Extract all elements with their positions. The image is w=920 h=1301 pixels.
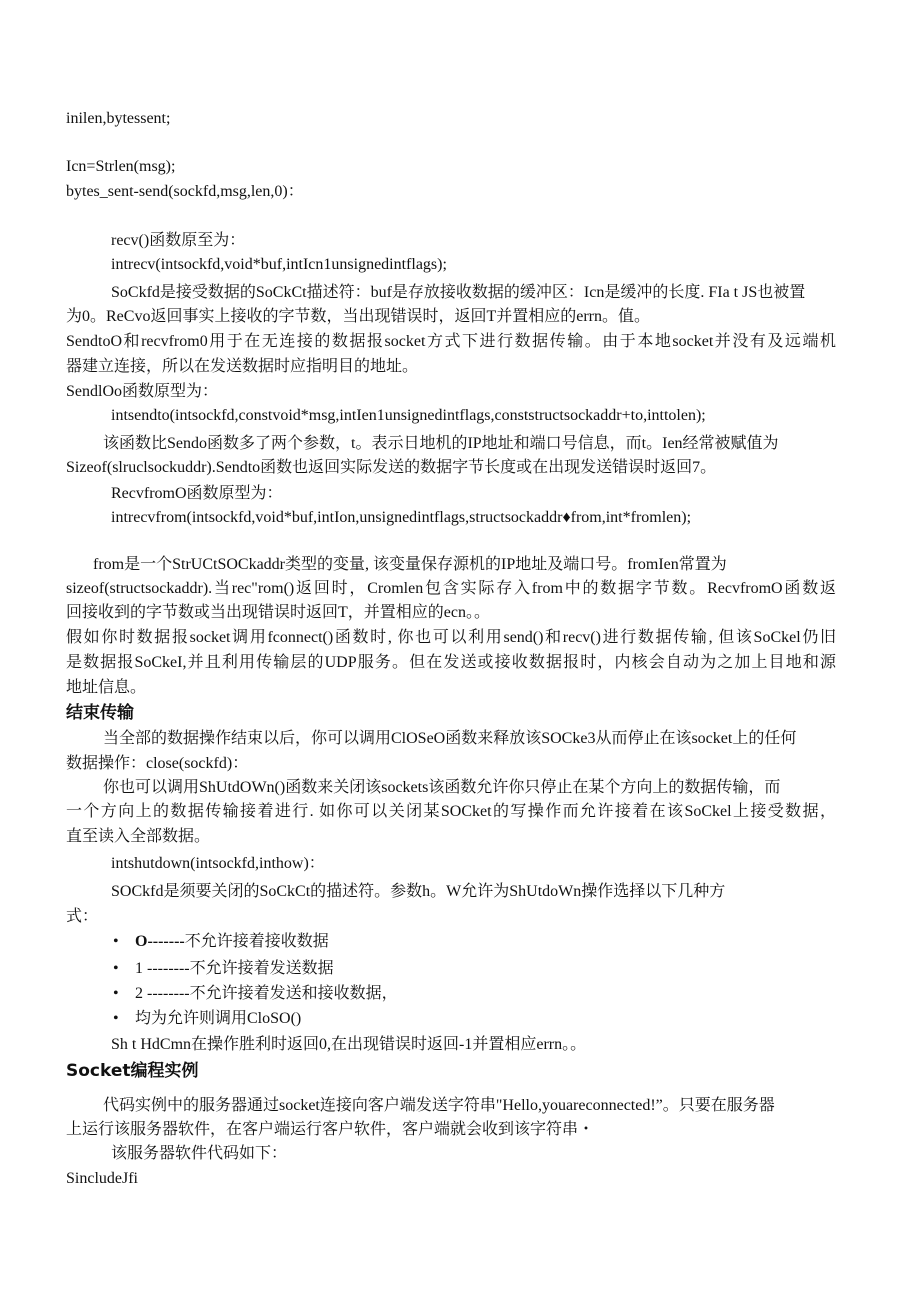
recv-proto-label: recv()函数原至为：: [111, 232, 246, 249]
code-line-3: bytes_sent-send(sockfd,msg,len,0)：: [66, 183, 304, 200]
how-desc-0: 不允许接着接收数据: [184, 933, 329, 950]
sendto-proto: intsendto(intsockfd,constvoid*msg,intIen1unsignedintflags,conststructsockaddr+to,inttolen);: [111, 407, 706, 424]
list-item: [113, 957, 334, 981]
sendto-intro-line-1: SendtoO和recvfrom0用于在无连接的数据报socket方式下进行数据传输。由于本地socket并没有及远端机: [66, 333, 836, 350]
connect-line-2: 是数据报SoCkeI,并且利用传输层的UDP服务。但在发送或接收数据报时，内核会自动为之加上目地和源: [66, 654, 836, 671]
heading-end-transfer: 结束传输: [66, 703, 134, 723]
example-p1-line-1: 代码实例中的服务器通过socket连接向客户端发送字符串"Hello,youareconnected!”。只要在服务器: [103, 1097, 775, 1114]
sendto-proto-label: SendlOo函数原型为：: [66, 383, 219, 400]
recvfrom-proto: intrecvfrom(intsockfd,void*buf,intIon,unsignedintflags,structsockaddr♦from,int*fromlen);: [111, 509, 692, 526]
shutdown-proto: intshutdown(intsockfd,inthow)：: [111, 855, 325, 872]
how-value-0: O-------: [135, 933, 185, 950]
recv-proto: intrecv(intsockfd,void*buf,intIcn1unsignedintflags);: [111, 256, 447, 273]
recvfrom-proto-label: RecvfromO函数原型为：: [111, 485, 283, 502]
heading-socket-example: Socket编程实例: [66, 1061, 199, 1081]
end-p2-line-1: 你也可以调用ShUtdOWn()函数来关闭该sockets该函数允许你只停止在某个方向上的数据传输，而: [103, 779, 781, 796]
how-desc-1: 1 --------不允许接着发送数据: [135, 960, 334, 977]
connect-line-3: 地址信息。: [66, 679, 147, 696]
how-desc-2: 2 --------不允许接着发送和接收数据，: [135, 985, 398, 1002]
end-p1-line-2: 数据操作：close(sockfd)：: [66, 755, 249, 772]
bullet-icon: •: [113, 960, 119, 977]
list-item: [113, 930, 329, 954]
bullet-icon: •: [113, 1010, 119, 1027]
recvfrom-desc-line-2: sizeof(structsockaddr).当rec"rom()返回时，Cromlen包含实际存入from中的数据字节数。RecvfromO函数返: [66, 580, 836, 597]
code-line-2: Icn=Strlen(msg);: [66, 158, 176, 175]
list-item: [113, 982, 398, 1006]
shutdown-return: Sh t HdCmn在操作胜利时返回0,在出现错误时返回-1并置相应errn。。: [111, 1036, 587, 1053]
code-line-1: inilen,bytessent;: [66, 110, 171, 127]
recvfrom-desc-line-1: from是一个StrUCtSOCkaddr类型的变量, 该变量保存源机的IP地址及端口号。fromIen常置为: [93, 556, 727, 573]
sendto-desc-line-1: 该函数比Sendo函数多了两个参数，t。表示日地机的IP地址和端口号信息，而t。Ien经常被赋值为: [103, 435, 779, 452]
list-item: [113, 1007, 301, 1031]
sendto-intro-line-2: 器建立连接，所以在发送数据时应指明目的地址。: [66, 358, 419, 375]
shutdown-desc-line-2: 式：: [66, 908, 99, 925]
recv-desc-line-1: SoCkfd是接受数据的SoCkCt描述符：buf是存放接收数据的缓冲区：Icn是缓冲的长度. FIa t JS也被置: [111, 284, 806, 301]
recvfrom-desc-line-3: 回接收到的字节数或当出现错误时返回T，并置相应的ecn。。: [66, 604, 490, 621]
how-desc-3: 均为允许则调用CloSO(): [135, 1010, 302, 1027]
recv-desc-line-2: 为0。ReCvo返回事实上接收的字节数，当出现错误时，返回T并置相应的errn。值。: [66, 308, 650, 325]
end-p1-line-1: 当全部的数据操作结束以后，你可以调用ClOSeO函数来释放该SOCke3从而停止在该socket上的任何: [103, 730, 797, 747]
end-p2-line-2: 一个方向上的数据传输接着进行. 如你可以关闭某SOCket的写操作而允许接着在该SoCkel上接受数据，: [66, 803, 836, 820]
end-p2-line-3: 直至读入全部数据。: [66, 828, 211, 845]
shutdown-desc-line-1: SOCkfd是须要关闭的SoCkCt的描述符。参数h。W允许为ShUtdoWn操作选择以下几种方: [111, 883, 726, 900]
connect-line-1: 假如你时数据报socket调用fconnect()函数时, 你也可以利用send()和recv()进行数据传输, 但该SoCkel仍旧: [66, 629, 836, 646]
bullet-icon: •: [113, 985, 119, 1002]
example-code-line-1: SincludeJfi: [66, 1170, 138, 1187]
bullet-icon: •: [113, 933, 119, 950]
example-p1-line-2: 上运行该服务器软件，在客户端运行客户软件，客户端就会收到该字符串・: [66, 1121, 595, 1138]
sendto-desc-line-2: Sizeof(slruclsockuddr).Sendto函数也返回实际发送的数据字节长度或在出现发送错误时返回7。: [66, 459, 717, 476]
example-p2: 该服务器软件代码如下：: [111, 1145, 288, 1162]
